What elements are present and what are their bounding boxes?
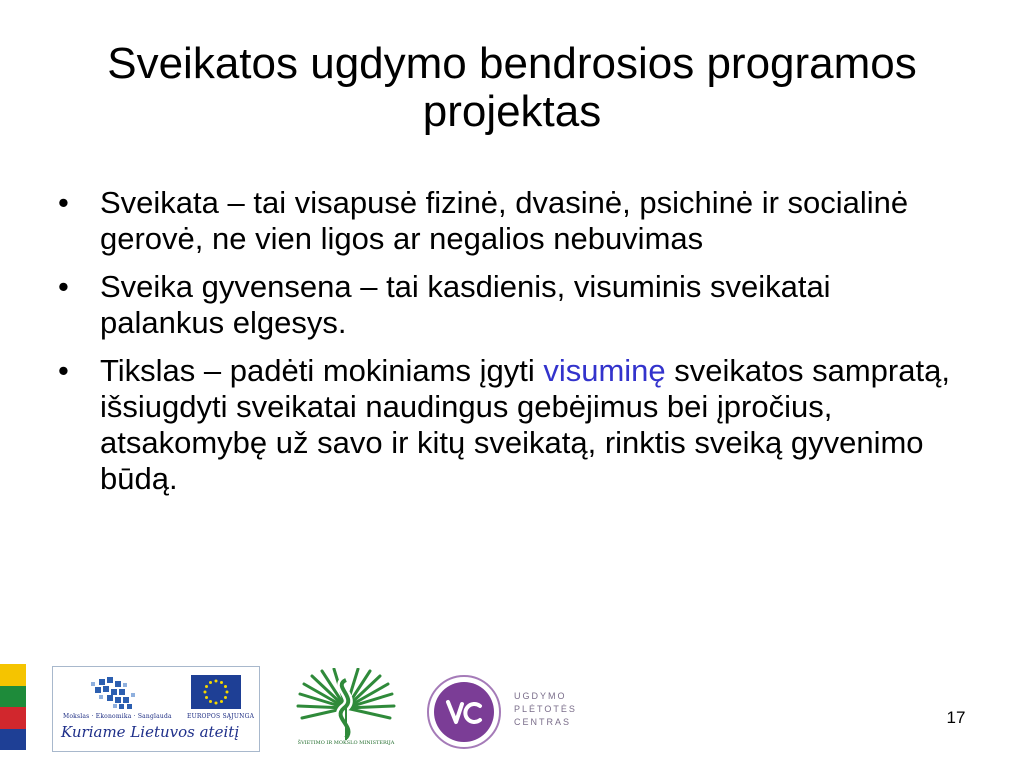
upc-line-1: UGDYMO: [514, 691, 567, 701]
mes-logo-label: Mokslas · Ekonomika · Sanglauda: [63, 713, 172, 720]
highlighted-word: visuminę: [543, 353, 666, 388]
eu-flag-icon: [191, 675, 241, 709]
bullet-marker: •: [58, 353, 69, 388]
upc-circle-icon: [426, 674, 502, 750]
slide-title: Sveikatos ugdymo bendrosios programos projektas: [107, 39, 917, 136]
stripe-yellow: [0, 664, 26, 686]
bullet-item-healthy-lifestyle: [58, 269, 958, 341]
upc-line-3: CENTRAS: [514, 717, 572, 727]
pixel-mosaic-icon: [89, 677, 139, 711]
bullet-item-health-definition: [58, 185, 958, 257]
bullet-list: [58, 185, 958, 509]
flag-stripe: [0, 664, 26, 750]
eu-funds-logo: [52, 666, 260, 752]
stripe-red: [0, 707, 26, 729]
bullet-text: Sveikata – tai visapusė fizinė, dvasinė, psichinė ir socialinė gerovė, ne vien ligos ar negalios nebuvimas: [100, 185, 909, 256]
bullet-marker: •: [58, 185, 69, 220]
upc-logo-text: [514, 690, 594, 729]
bullet-text-part: sveikatos sampratą, išsiugdyti sveikatai naudingus gebėjimus bei įpročius, atsakomybę už savo ir kitų sveikatą, rinktis sveiką gyvenimo būdą.: [100, 353, 950, 496]
bullet-text: Sveika gyvensena – tai kasdienis, visuminis sveikatai palankus elgesys.: [100, 269, 831, 340]
page-number: 17: [946, 708, 966, 727]
slogan: Kuriame Lietuvos ateitį: [61, 723, 240, 741]
bullet-marker: •: [58, 269, 69, 304]
ministry-emblem-icon: [292, 668, 400, 750]
stripe-blue: [0, 729, 26, 751]
ministry-label: ŠVIETIMO IR MOKSLO MINISTERIJA: [297, 740, 395, 746]
eu-label: EUROPOS SĄJUNGA: [187, 713, 255, 720]
bullet-item-goal: [58, 353, 958, 497]
upc-line-2: PLĖTOTĖS: [514, 704, 577, 714]
bullet-text-part: Tikslas – padėti mokiniams įgyti: [100, 353, 544, 388]
stripe-green: [0, 686, 26, 708]
